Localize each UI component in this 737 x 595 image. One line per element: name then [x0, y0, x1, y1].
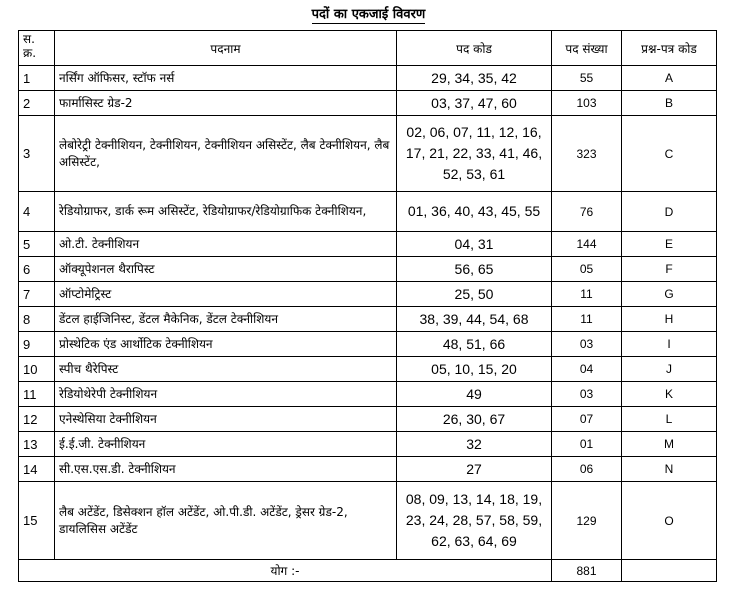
table-row: [19, 282, 717, 307]
serial-number-cell: 1: [19, 66, 55, 91]
post-name-cell: सी.एस.एस.डी. टेक्नीशियन: [55, 457, 397, 482]
posts-table: [18, 30, 717, 582]
table-row: [19, 407, 717, 432]
post-code-cell: 04, 31: [397, 232, 552, 257]
post-count-cell: 11: [552, 282, 622, 307]
serial-number-cell: 10: [19, 357, 55, 382]
post-count-cell: 144: [552, 232, 622, 257]
post-name-cell: ई.ई.जी. टेक्नीशियन: [55, 432, 397, 457]
post-count-cell: 03: [552, 332, 622, 357]
paper-code-cell: O: [622, 482, 717, 560]
post-code-cell: 08, 09, 13, 14, 18, 19, 23, 24, 28, 57, 58, 59, 62, 63, 64, 69: [397, 482, 552, 560]
paper-code-cell: J: [622, 357, 717, 382]
table-row: [19, 382, 717, 407]
table-row: [19, 66, 717, 91]
serial-number-cell: 2: [19, 91, 55, 116]
post-name-cell: स्पीच थैरेपिस्ट: [55, 357, 397, 382]
post-code-cell: 27: [397, 457, 552, 482]
title-text: पदों का एकजाई विवरण: [311, 7, 426, 22]
header-post-code: पद कोड: [397, 31, 552, 66]
post-count-cell: 323: [552, 116, 622, 192]
total-empty-cell: [622, 560, 717, 582]
total-count: 881: [552, 560, 622, 582]
post-code-cell: 48, 51, 66: [397, 332, 552, 357]
header-post-count: पद संख्या: [552, 31, 622, 66]
post-name-cell: नर्सिंग ऑफिसर, स्टॉफ नर्स: [55, 66, 397, 91]
post-name-cell: रेडियोग्राफर, डार्क रूम असिस्टेंट, रेडियोग्राफर/रेडियोग्राफिक टेक्नीशियन,: [55, 192, 397, 232]
post-name-cell: ओ.टी. टेक्नीशियन: [55, 232, 397, 257]
paper-code-cell: G: [622, 282, 717, 307]
post-count-cell: 07: [552, 407, 622, 432]
table-row: [19, 257, 717, 282]
paper-code-cell: I: [622, 332, 717, 357]
post-code-cell: 26, 30, 67: [397, 407, 552, 432]
header-row: [19, 31, 717, 66]
post-name-cell: प्रोस्थेटिक एंड आर्थोटिक टेक्नीशियन: [55, 332, 397, 357]
post-name-cell: ऑप्टोमेट्रिस्ट: [55, 282, 397, 307]
post-code-cell: 56, 65: [397, 257, 552, 282]
post-count-cell: 06: [552, 457, 622, 482]
serial-number-cell: 7: [19, 282, 55, 307]
paper-code-cell: L: [622, 407, 717, 432]
total-row: [19, 560, 717, 582]
serial-number-cell: 9: [19, 332, 55, 357]
post-code-cell: 03, 37, 47, 60: [397, 91, 552, 116]
post-count-cell: 05: [552, 257, 622, 282]
table-row: [19, 482, 717, 560]
post-name-cell: एनेस्थेसिया टेक्नीशियन: [55, 407, 397, 432]
serial-number-cell: 15: [19, 482, 55, 560]
serial-number-cell: 11: [19, 382, 55, 407]
paper-code-cell: B: [622, 91, 717, 116]
table-row: [19, 116, 717, 192]
post-count-cell: 11: [552, 307, 622, 332]
post-name-cell: लेबोरेट्री टेक्नीशियन, टेक्नीशियन, टेक्नीशियन असिस्टेंट, लैब टेक्नीशियन, लैब असिस्टेंट,: [55, 116, 397, 192]
post-name-cell: लैब अटेंडेंट, डिसेक्शन हॉल अटेंडेंट, ओ.पी.डी. अटेंडेंट, ड्रेसर ग्रेड-2, डायलिसिस अटेंडेंट: [55, 482, 397, 560]
serial-number-cell: 12: [19, 407, 55, 432]
page-title: [0, 4, 737, 22]
paper-code-cell: N: [622, 457, 717, 482]
table-row: [19, 91, 717, 116]
serial-number-cell: 14: [19, 457, 55, 482]
post-count-cell: 103: [552, 91, 622, 116]
header-paper-code: प्रश्न-पत्र कोड: [622, 31, 717, 66]
table-row: [19, 307, 717, 332]
serial-number-cell: 6: [19, 257, 55, 282]
post-code-cell: 38, 39, 44, 54, 68: [397, 307, 552, 332]
post-name-cell: रेडियोथेरेपी टेक्नीशियन: [55, 382, 397, 407]
post-name-cell: डेंटल हाईजिनिस्ट, डेंटल मैकेनिक, डेंटल टेक्नीशियन: [55, 307, 397, 332]
table-row: [19, 357, 717, 382]
post-name-cell: ऑक्यूपेशनल थैरापिस्ट: [55, 257, 397, 282]
header-serial-number: स. क्र.: [19, 31, 55, 66]
post-name-cell: फार्मासिस्ट ग्रेड-2: [55, 91, 397, 116]
post-code-cell: 02, 06, 07, 11, 12, 16, 17, 21, 22, 33, 41, 46, 52, 53, 61: [397, 116, 552, 192]
header-post-name: पदनाम: [55, 31, 397, 66]
post-code-cell: 29, 34, 35, 42: [397, 66, 552, 91]
post-count-cell: 129: [552, 482, 622, 560]
post-code-cell: 32: [397, 432, 552, 457]
total-label: योग :-: [19, 560, 552, 582]
post-count-cell: 03: [552, 382, 622, 407]
serial-number-cell: 3: [19, 116, 55, 192]
paper-code-cell: K: [622, 382, 717, 407]
serial-number-cell: 4: [19, 192, 55, 232]
serial-number-cell: 5: [19, 232, 55, 257]
paper-code-cell: H: [622, 307, 717, 332]
table-row: [19, 332, 717, 357]
post-code-cell: 01, 36, 40, 43, 45, 55: [397, 192, 552, 232]
paper-code-cell: M: [622, 432, 717, 457]
paper-code-cell: E: [622, 232, 717, 257]
table-row: [19, 232, 717, 257]
post-count-cell: 55: [552, 66, 622, 91]
table-row: [19, 192, 717, 232]
serial-number-cell: 13: [19, 432, 55, 457]
post-code-cell: 25, 50: [397, 282, 552, 307]
table-row: [19, 457, 717, 482]
post-code-cell: 05, 10, 15, 20: [397, 357, 552, 382]
post-count-cell: 01: [552, 432, 622, 457]
paper-code-cell: A: [622, 66, 717, 91]
post-code-cell: 49: [397, 382, 552, 407]
post-count-cell: 76: [552, 192, 622, 232]
table-row: [19, 432, 717, 457]
paper-code-cell: F: [622, 257, 717, 282]
paper-code-cell: C: [622, 116, 717, 192]
paper-code-cell: D: [622, 192, 717, 232]
post-count-cell: 04: [552, 357, 622, 382]
serial-number-cell: 8: [19, 307, 55, 332]
